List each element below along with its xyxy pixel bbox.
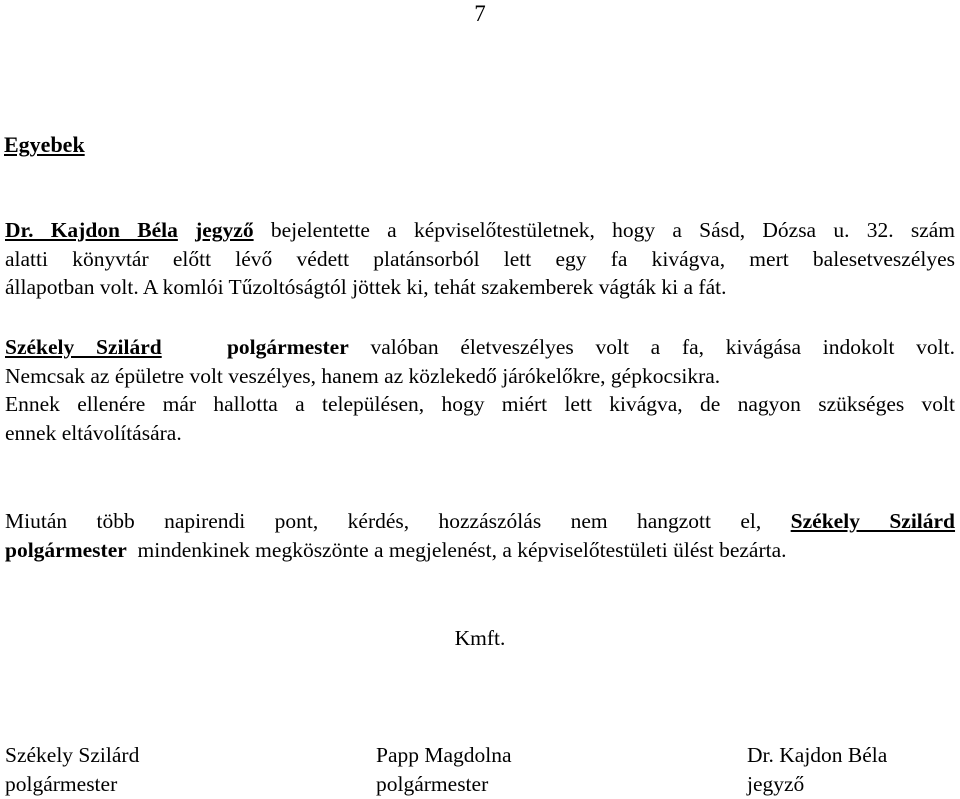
speaker-name: Dr. Kajdon Béla: [5, 218, 178, 242]
speaker-name: Székely Szilárd: [5, 335, 162, 359]
signature-name: Dr. Kajdon Béla: [747, 743, 888, 767]
signature-name: Székely Szilárd: [5, 743, 140, 767]
paragraph-text: mindenkinek megköszönte a megjelenést, a képviselőtestületi ülést bezárta.: [137, 537, 787, 562]
signature-title: jegyző: [747, 771, 805, 796]
paragraph-text: bejelentette a képviselőtestületnek, hogy a Sásd, Dózsa u. 32. szám: [253, 218, 956, 242]
paragraph-line: Nemcsak az épületre volt veszélyes, hanem az közlekedő járókelőkre, gépkocsikra.: [5, 363, 721, 388]
paragraph-line: [5, 333, 955, 362]
signature-title: polgármester: [376, 771, 489, 796]
paragraph-notary-announcement: [5, 216, 955, 302]
paragraph-line: alatti könyvtár előtt lévő védett platánsorból lett egy fa kivágva, mert balesetveszélyes: [5, 246, 955, 271]
paragraph-line: ennek eltávolítására.: [5, 420, 182, 445]
signature-block-3: [747, 741, 887, 798]
signature-title: polgármester: [5, 771, 118, 796]
paragraph-closing-remarks: [5, 507, 955, 564]
paragraph-text: Miután több napirendi pont, kérdés, hozzászólás nem hangzott el,: [5, 509, 762, 533]
speaker-name: Székely Szilárd: [790, 509, 956, 533]
speaker-title: jegyző: [195, 218, 254, 242]
section-heading: Egyebek: [4, 132, 85, 157]
paragraph-mayor-response: [5, 333, 955, 447]
signature-name: Papp Magdolna: [376, 743, 512, 767]
paragraph-line: [5, 507, 955, 536]
speaker-title: polgármester: [226, 335, 349, 359]
signature-block-2: [376, 741, 512, 798]
paragraph-line: [5, 216, 955, 245]
paragraph-line: Ennek ellenére már hallotta a településen, hogy miért lett kivágva, de nagyon szükséges volt: [5, 392, 955, 416]
paragraph-line: állapotban volt. A komlói Tűzoltóságtól jöttek ki, tehát szakemberek vágták ki a fát.: [5, 275, 727, 299]
page-number: 7: [474, 1, 486, 26]
closing-kmft: Kmft.: [454, 626, 506, 650]
paragraph-line: [5, 536, 955, 565]
signature-block-1: [5, 741, 139, 798]
paragraph-text: valóban életveszélyes volt a fa, kivágása indokolt volt.: [370, 335, 956, 359]
speaker-title: polgármester: [5, 537, 127, 562]
